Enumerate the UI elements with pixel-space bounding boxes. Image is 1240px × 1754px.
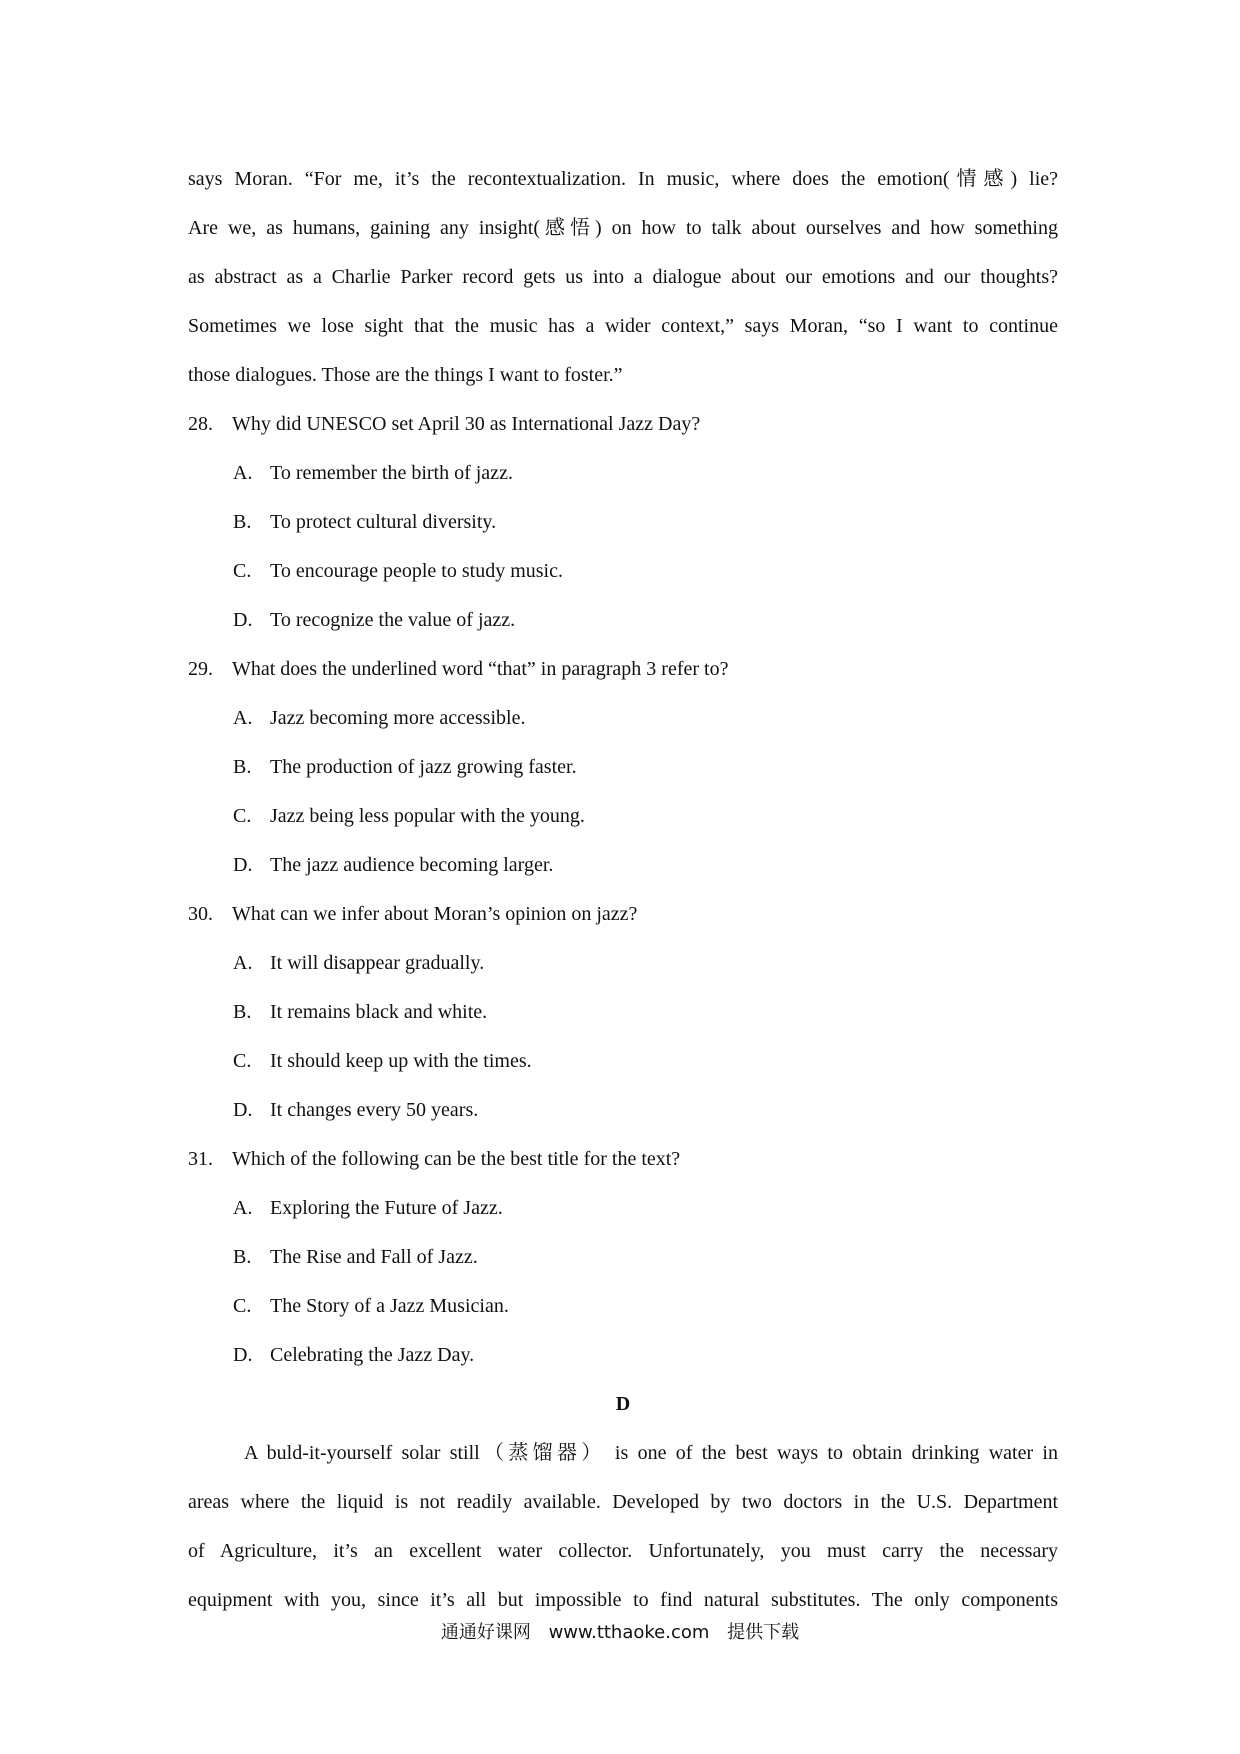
option-c[interactable]: [188, 1282, 1058, 1331]
option-letter: B.: [233, 1001, 252, 1023]
passage-c-ending: [188, 155, 1058, 400]
question-text: Why did UNESCO set April 30 as International Jazz Day?: [232, 413, 701, 435]
option-text: It remains black and white.: [270, 1001, 488, 1023]
option-d[interactable]: [188, 1331, 1058, 1380]
option-c[interactable]: [188, 792, 1058, 841]
option-text: The production of jazz growing faster.: [270, 756, 577, 778]
option-text: Celebrating the Jazz Day.: [270, 1344, 475, 1366]
question-text: What can we infer about Moran’s opinion on jazz?: [232, 903, 638, 925]
footer-note: 提供下载: [727, 1622, 800, 1643]
question-text: What does the underlined word “that” in paragraph 3 refer to?: [232, 658, 729, 680]
passage-line: A buld-it-yourself solar still（蒸馏器） is one of the best ways to obtain drinking water in: [244, 1442, 1058, 1464]
question-text: Which of the following can be the best title for the text?: [232, 1148, 681, 1170]
question-number: 31.: [188, 1148, 213, 1170]
option-b[interactable]: [188, 498, 1058, 547]
option-c[interactable]: [188, 547, 1058, 596]
option-letter: D.: [233, 1344, 253, 1366]
passage-line: as abstract as a Charlie Parker record gets us into a dialogue about our emotions and our thoughts?: [188, 266, 1058, 288]
option-text: The Rise and Fall of Jazz.: [270, 1246, 478, 1268]
passage-line: those dialogues. Those are the things I want to foster.”: [188, 364, 623, 386]
question-number: 28.: [188, 413, 213, 435]
option-letter: A.: [233, 952, 253, 974]
passage-line: Sometimes we lose sight that the music has a wider context,” says Moran, “so I want to continue: [188, 315, 1058, 337]
question-31: [188, 1135, 1058, 1380]
option-letter: A.: [233, 462, 253, 484]
option-text: It changes every 50 years.: [270, 1099, 479, 1121]
question-stem: [188, 1135, 1058, 1184]
option-a[interactable]: [188, 1184, 1058, 1233]
passage-line: of Agriculture, it’s an excellent water collector. Unfortunately, you must carry the necessary: [188, 1540, 1058, 1562]
passage-line: equipment with you, since it’s all but impossible to find natural substitutes. The only components: [188, 1589, 1058, 1611]
option-letter: B.: [233, 1246, 252, 1268]
passage-line: Are we, as humans, gaining any insight(感悟) on how to talk about ourselves and how something: [188, 217, 1058, 239]
option-d[interactable]: [188, 841, 1058, 890]
option-letter: C.: [233, 1295, 252, 1317]
option-a[interactable]: [188, 449, 1058, 498]
option-b[interactable]: [188, 988, 1058, 1037]
option-letter: B.: [233, 756, 252, 778]
option-d[interactable]: [188, 1086, 1058, 1135]
option-text: Jazz being less popular with the young.: [270, 805, 585, 827]
option-letter: D.: [233, 609, 253, 631]
option-text: Exploring the Future of Jazz.: [270, 1197, 503, 1219]
option-letter: A.: [233, 707, 253, 729]
question-stem: [188, 890, 1058, 939]
option-text: It will disappear gradually.: [270, 952, 485, 974]
option-text: To remember the birth of jazz.: [270, 462, 513, 484]
option-text: To recognize the value of jazz.: [270, 609, 516, 631]
option-letter: D.: [233, 1099, 253, 1121]
option-text: Jazz becoming more accessible.: [270, 707, 526, 729]
page-footer: [0, 1618, 1240, 1644]
option-text: To encourage people to study music.: [270, 560, 563, 582]
option-letter: A.: [233, 1197, 253, 1219]
footer-url[interactable]: www.tthaoke.com: [548, 1622, 710, 1643]
option-text: The jazz audience becoming larger.: [270, 854, 554, 876]
option-text: To protect cultural diversity.: [270, 511, 497, 533]
option-b[interactable]: [188, 743, 1058, 792]
option-a[interactable]: [188, 939, 1058, 988]
question-28: [188, 400, 1058, 645]
question-30: [188, 890, 1058, 1135]
option-a[interactable]: [188, 694, 1058, 743]
option-letter: C.: [233, 805, 252, 827]
option-text: It should keep up with the times.: [270, 1050, 532, 1072]
option-c[interactable]: [188, 1037, 1058, 1086]
section-d-title: D: [615, 1393, 631, 1415]
footer-site-name: 通通好课网: [440, 1622, 531, 1643]
option-text: The Story of a Jazz Musician.: [270, 1295, 509, 1317]
option-d[interactable]: [188, 596, 1058, 645]
question-number: 30.: [188, 903, 213, 925]
passage-line: says Moran. “For me, it’s the recontextualization. In music, where does the emotion(情感) lie?: [188, 168, 1058, 190]
option-letter: C.: [233, 1050, 252, 1072]
question-stem: [188, 645, 1058, 694]
passage-line: areas where the liquid is not readily available. Developed by two doctors in the U.S. Department: [188, 1491, 1058, 1513]
exam-page: [188, 155, 1058, 1625]
option-letter: C.: [233, 560, 252, 582]
option-letter: B.: [233, 511, 252, 533]
option-letter: D.: [233, 854, 253, 876]
question-29: [188, 645, 1058, 890]
question-number: 29.: [188, 658, 213, 680]
question-stem: [188, 400, 1058, 449]
passage-d: [188, 1429, 1058, 1625]
option-b[interactable]: [188, 1233, 1058, 1282]
